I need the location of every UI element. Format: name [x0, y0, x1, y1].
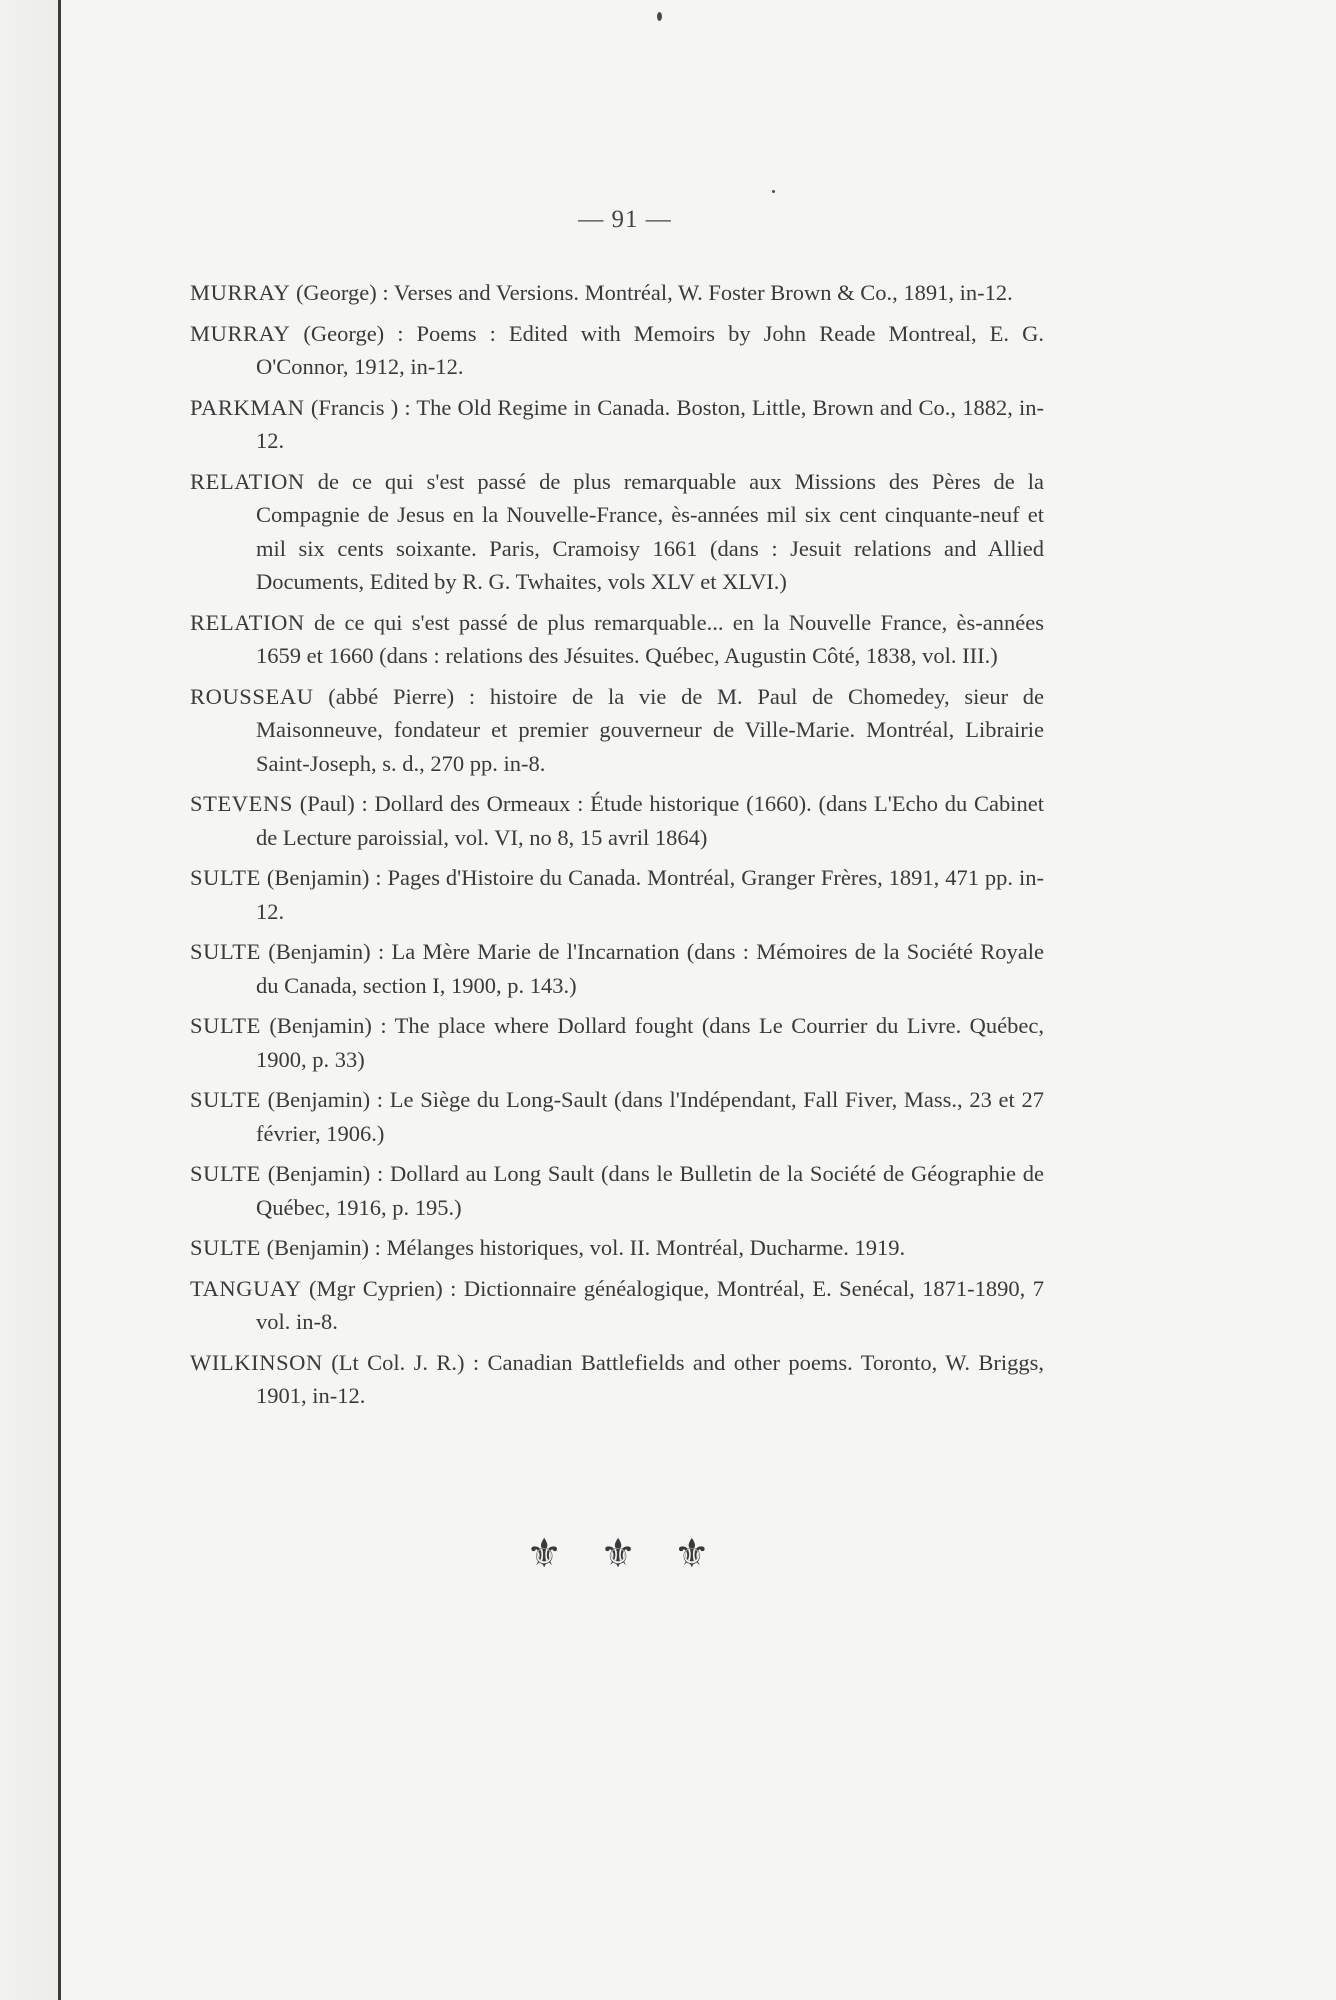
page-number: — 91 —	[578, 206, 672, 233]
bibliography-entry	[190, 1346, 1044, 1413]
bibliography-entry	[190, 787, 1044, 854]
bibliography-entry	[190, 606, 1044, 673]
page-gutter-shadow	[0, 0, 58, 2000]
entry-details: (George) : Poems : Edited with Memoirs by John Reade Montreal, E. G. O'Connor, 1912, in-12.	[256, 320, 1044, 379]
entry-author: SULTE	[190, 1087, 261, 1112]
bibliography-entry	[190, 935, 1044, 1002]
entry-details: (Mgr Cyprien) : Dictionnaire généalogique, Montréal, E. Senécal, 1871-1890, 7 vol. in-8.	[256, 1275, 1044, 1334]
bibliography-entry	[190, 1157, 1044, 1224]
entry-author: SULTE	[190, 1013, 261, 1038]
entry-details: (George) : Verses and Versions. Montréal, W. Foster Brown & Co., 1891, in-12.	[290, 280, 1013, 305]
entry-author: SULTE	[190, 1235, 261, 1260]
entry-author: RELATION	[190, 468, 305, 494]
bibliography-entry	[190, 276, 1044, 310]
entry-author: SULTE	[190, 939, 261, 964]
bibliography-entry	[190, 465, 1044, 599]
bibliography-entry	[190, 391, 1044, 458]
entry-details: (Benjamin) : Pages d'Histoire du Canada. Montréal, Granger Frères, 1891, 471 pp. in-12.	[256, 865, 1044, 924]
bibliography-list	[190, 276, 1044, 1420]
entry-details: (Benjamin) : The place where Dollard fought (dans Le Courrier du Livre. Québec, 1900, p. 33)	[256, 1013, 1044, 1072]
entry-author: MURRAY	[190, 280, 291, 305]
bibliography-entry	[190, 1083, 1044, 1150]
entry-details: (Paul) : Dollard des Ormeaux : Étude historique (1660). (dans L'Echo du Cabinet de Lecture paroissial, vol. VI, no 8, 15 avril 1864)	[256, 791, 1044, 850]
bibliography-entry	[190, 1272, 1044, 1339]
entry-details: de ce qui s'est passé de plus remarquable aux Missions des Pères de la Compagnie de Jesus en la Nouvelle-France, ès-années mil six cent cinquante-neuf et mil six cents soixante. Paris, Cramoisy 1661 (dans : Jesuit relations and Allied Documents, Edited by R. G. Twhaites, vols XLV et XLVI.)	[256, 468, 1044, 594]
bibliography-entry	[190, 1231, 1044, 1265]
fleur-de-lis-ornament: ⚜ ⚜ ⚜	[526, 1531, 724, 1576]
bibliography-entry	[190, 680, 1044, 781]
bibliography-entry	[190, 317, 1044, 384]
entry-details: de ce qui s'est passé de plus remarquable... en la Nouvelle France, ès-années 1659 et 1660 (dans : relations des Jésuites. Québec, Augustin Côté, 1838, vol. III.)	[256, 609, 1044, 668]
entry-author: TANGUAY	[190, 1275, 302, 1301]
entry-author: RELATION	[190, 609, 305, 635]
bibliography-entry	[190, 861, 1044, 928]
entry-details: (Benjamin) : Le Siège du Long-Sault (dans l'Indépendant, Fall Fiver, Mass., 23 et 27 février, 1906.)	[256, 1087, 1044, 1146]
entry-author: STEVENS	[190, 791, 293, 816]
entry-details: (Benjamin) : Dollard au Long Sault (dans le Bulletin de la Société de Géographie de Québec, 1916, p. 195.)	[256, 1161, 1044, 1220]
entry-details: (Francis ) : The Old Regime in Canada. Boston, Little, Brown and Co., 1882, in-12.	[256, 394, 1044, 453]
scan-speck	[657, 12, 662, 21]
scan-speck	[772, 190, 775, 193]
entry-details: (abbé Pierre) : histoire de la vie de M. Paul de Chomedey, sieur de Maisonneuve, fondateur et premier gouverneur de Ville-Marie. Montréal, Librairie Saint-Joseph, s. d., 270 pp. in-8.	[256, 683, 1044, 776]
bibliography-entry	[190, 1009, 1044, 1076]
entry-author: SULTE	[190, 1161, 261, 1186]
entry-author: MURRAY	[190, 320, 291, 346]
entry-details: (Lt Col. J. R.) : Canadian Battlefields and other poems. Toronto, W. Briggs, 1901, in-12.	[256, 1349, 1044, 1408]
entry-author: WILKINSON	[190, 1349, 323, 1375]
entry-author: SULTE	[190, 865, 261, 890]
entry-details: (Benjamin) : La Mère Marie de l'Incarnation (dans : Mémoires de la Société Royale du Canada, section I, 1900, p. 143.)	[256, 939, 1044, 998]
entry-author: PARKMAN	[190, 394, 305, 420]
page-left-edge-line	[58, 0, 61, 2000]
entry-author: ROUSSEAU	[190, 683, 314, 709]
entry-details: (Benjamin) : Mélanges historiques, vol. II. Montréal, Ducharme. 1919.	[260, 1235, 906, 1260]
